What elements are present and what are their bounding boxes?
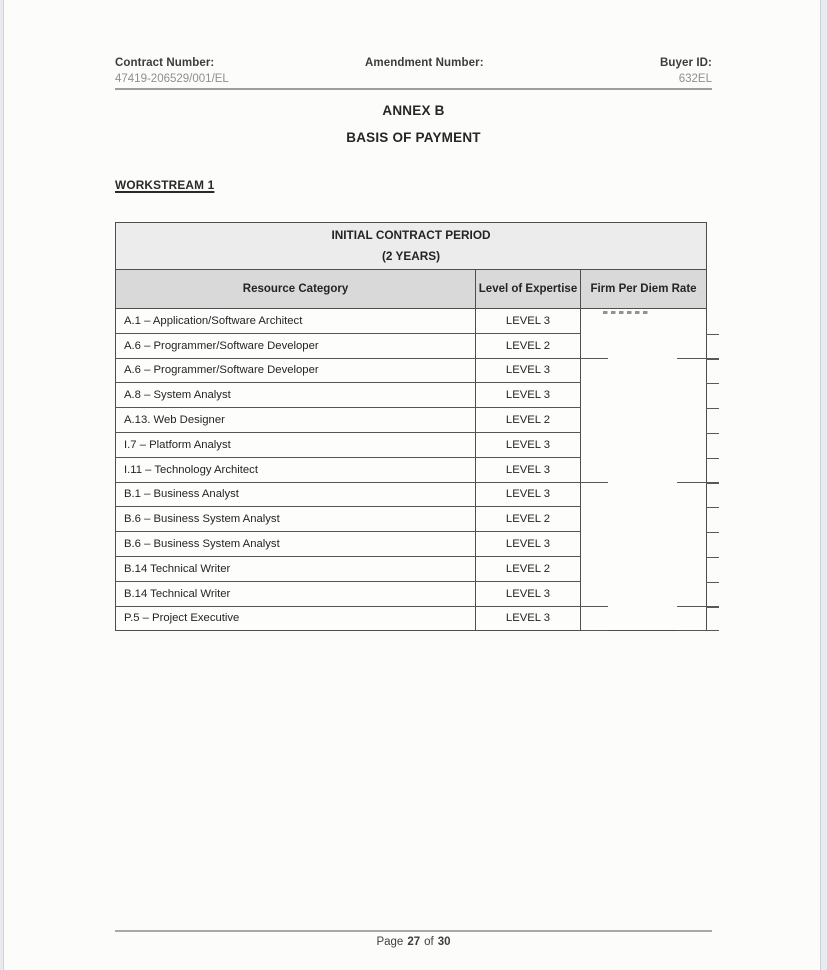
contract-number-label: Contract Number: [115, 57, 215, 69]
resource-category-cell: A.6 – Programmer/Software Developer [116, 334, 476, 359]
period-header-cell [116, 223, 706, 270]
footer-divider [115, 930, 712, 932]
rates-table [115, 222, 707, 631]
resource-category-cell: P.5 – Project Executive [116, 607, 476, 631]
table-row [116, 433, 706, 458]
resource-category-cell: B.14 Technical Writer [116, 557, 476, 582]
period-title: INITIAL CONTRACT PERIOD [331, 228, 491, 242]
table-row [116, 507, 706, 532]
period-subtitle: (2 YEARS) [381, 249, 441, 263]
firm-per-diem-rate-cell-redacted [581, 309, 706, 334]
table-row [116, 557, 706, 582]
resource-category-cell: A.8 – System Analyst [116, 383, 476, 408]
table-row [116, 458, 706, 483]
firm-per-diem-rate-cell-redacted [581, 532, 706, 557]
period-header-row [116, 223, 706, 270]
column-header-firm-per-diem-rate: Firm Per Diem Rate [581, 270, 706, 309]
firm-per-diem-rate-cell-redacted [581, 483, 706, 508]
level-of-expertise-cell: LEVEL 3 [476, 309, 581, 334]
resource-category-cell: B.6 – Business System Analyst [116, 532, 476, 557]
annex-title: ANNEX B [382, 103, 445, 118]
table-row [116, 309, 706, 334]
level-of-expertise-cell: LEVEL 2 [476, 334, 581, 359]
table-row [116, 359, 706, 384]
resource-category-cell: I.7 – Platform Analyst [116, 433, 476, 458]
basis-of-payment-title: BASIS OF PAYMENT [346, 130, 481, 145]
resource-category-cell: A.6 – Programmer/Software Developer [116, 359, 476, 384]
table-row [116, 334, 706, 359]
firm-per-diem-rate-cell-redacted [581, 458, 706, 483]
resource-category-cell: A.13. Web Designer [116, 408, 476, 433]
footer-total-pages: 30 [437, 936, 451, 948]
buyer-id-value: 632EL [678, 73, 712, 85]
firm-per-diem-rate-cell-redacted [581, 607, 706, 631]
level-of-expertise-cell: LEVEL 2 [476, 507, 581, 532]
firm-per-diem-rate-cell-redacted [581, 359, 706, 384]
level-of-expertise-cell: LEVEL 3 [476, 483, 581, 508]
footer-of-label: of [424, 936, 434, 948]
footer-page-label: Page [376, 936, 404, 948]
level-of-expertise-cell: LEVEL 3 [476, 607, 581, 631]
page-footer [115, 936, 712, 948]
document-header [115, 57, 712, 91]
table-row [116, 483, 706, 508]
firm-per-diem-rate-cell-redacted [581, 383, 706, 408]
level-of-expertise-cell: LEVEL 3 [476, 383, 581, 408]
level-of-expertise-cell: LEVEL 2 [476, 408, 581, 433]
footer-page-number: 27 [407, 936, 421, 948]
level-of-expertise-cell: LEVEL 3 [476, 582, 581, 607]
page-edge-right [820, 0, 827, 970]
table-row [116, 408, 706, 433]
table-row [116, 607, 706, 631]
redaction-line-stub-right [677, 630, 719, 631]
header-divider [115, 88, 712, 90]
firm-per-diem-rate-cell-redacted [581, 507, 706, 532]
level-of-expertise-cell: LEVEL 3 [476, 433, 581, 458]
contract-number-value: 47419-206529/001/EL [115, 73, 229, 85]
column-header-resource-category: Resource Category [116, 270, 476, 309]
level-of-expertise-cell: LEVEL 3 [476, 458, 581, 483]
redacted-rate-remnant [603, 311, 651, 314]
rates-table-wrapper [115, 222, 707, 631]
page-edge-left [0, 0, 4, 970]
level-of-expertise-cell: LEVEL 3 [476, 359, 581, 384]
resource-category-cell: I.11 – Technology Architect [116, 458, 476, 483]
resource-category-cell: B.6 – Business System Analyst [116, 507, 476, 532]
firm-per-diem-rate-cell-redacted [581, 334, 706, 359]
firm-per-diem-rate-cell-redacted [581, 557, 706, 582]
amendment-number-label: Amendment Number: [365, 57, 484, 69]
firm-per-diem-rate-cell-redacted [581, 408, 706, 433]
table-row [116, 582, 706, 607]
firm-per-diem-rate-cell-redacted [581, 433, 706, 458]
resource-category-cell: B.1 – Business Analyst [116, 483, 476, 508]
table-row [116, 532, 706, 557]
level-of-expertise-cell: LEVEL 3 [476, 532, 581, 557]
column-header-row [116, 270, 706, 309]
level-of-expertise-cell: LEVEL 2 [476, 557, 581, 582]
firm-per-diem-rate-cell-redacted [581, 582, 706, 607]
workstream-heading: WORKSTREAM 1 [115, 178, 215, 192]
redaction-line-stub-left [581, 630, 608, 631]
table-row [116, 383, 706, 408]
resource-category-cell: A.1 – Application/Software Architect [116, 309, 476, 334]
buyer-id-label: Buyer ID: [659, 57, 712, 69]
resource-category-cell: B.14 Technical Writer [116, 582, 476, 607]
column-header-level-of-expertise: Level of Expertise [476, 270, 581, 309]
